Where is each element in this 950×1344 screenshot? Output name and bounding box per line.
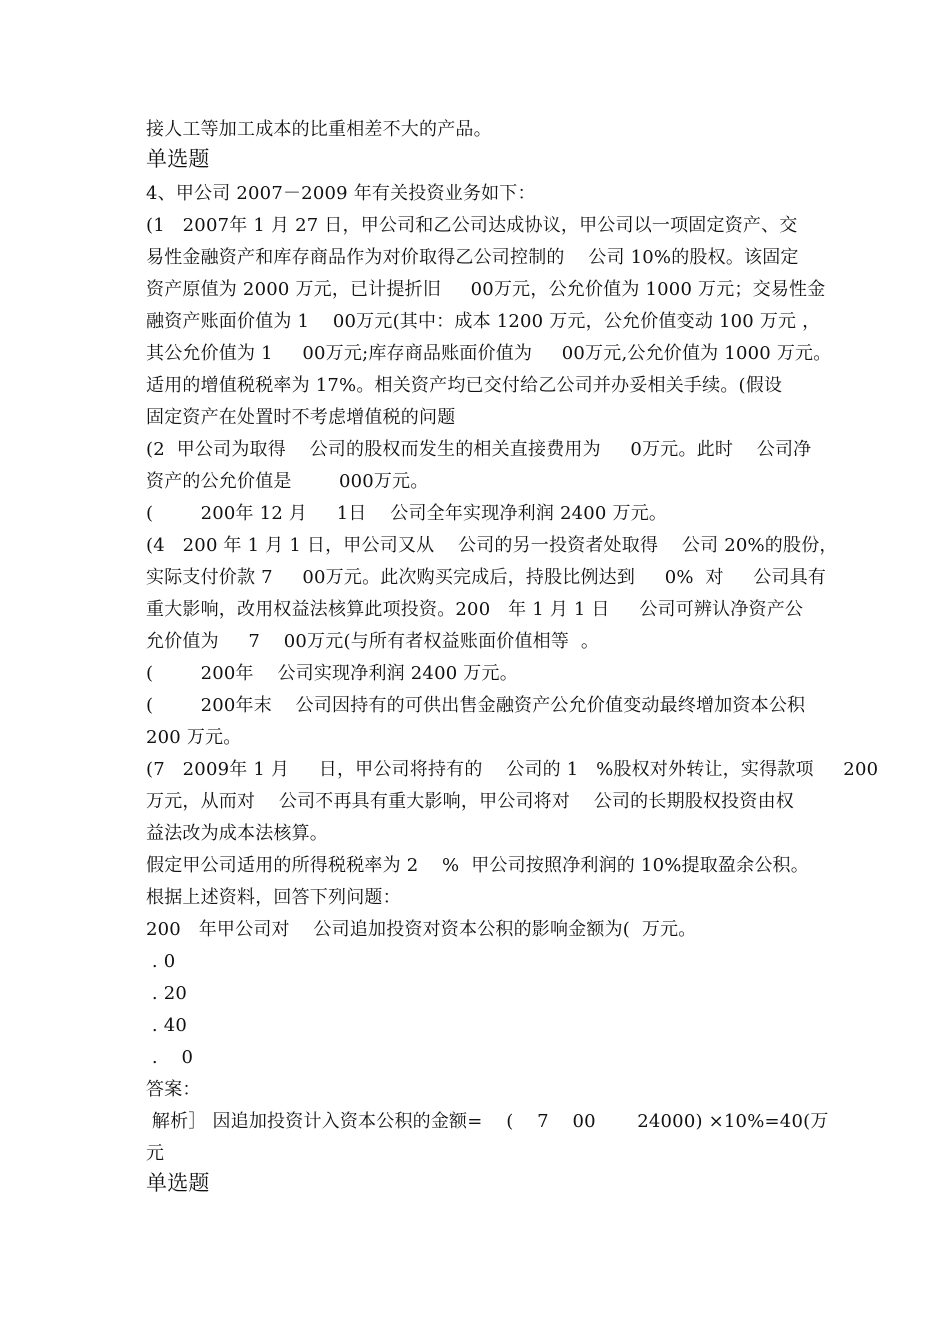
text-line: 允价值为 7 00万元(与所有者权益账面价值相等 。 [146,631,600,652]
text-line: 其公允价值为 1 00万元;库存商品账面价值为 00万元,公允价值为 1000 万元。 [146,343,832,364]
text-line: 资产原值为 2000 万元，已计提折旧 00万元，公允价值为 1000 万元；交易性金 [146,279,826,300]
analysis-text: 解析］ 因追加投资计入资本公积的金额= ( 7 00 24000) ×10%=40(万 [146,1111,829,1132]
text-line: (4 200 年 1 月 1 日，甲公司又从 公司的另一投资者处取得 公司 20%的股份， [146,535,838,556]
question-stem: 200 年甲公司对 公司追加投资对资本公积的影响金额为( 万元。 [146,919,697,940]
text-line: ( 200年 12 月 1日 公司全年实现净利润 2400 万元。 [146,503,668,524]
text-line: 万元，从而对 公司不再具有重大影响，甲公司将对 公司的长期股权投资由权 [146,791,794,812]
text-line: (2 甲公司为取得 公司的股权而发生的相关直接费用为 0万元。此时 公司净 [146,439,812,460]
option-a: . 0 [146,951,176,972]
text-line: 根据上述资料，回答下列问题： [146,887,401,908]
analysis-text: 元 [146,1143,165,1164]
text-line: 200 万元。 [146,727,242,748]
text-line: 接人工等加工成本的比重相差不大的产品。 [146,119,492,140]
text-line: 益法改为成本法核算。 [146,823,328,844]
text-line: 实际支付价款 7 00万元。此次购买完成后，持股比例达到 0% 对 公司具有 [146,567,827,588]
text-line: 固定资产在处置时不考虑增值税的问题 [146,407,456,428]
text-line: 重大影响，改用权益法核算此项投资。200 年 1 月 1 日 公司可辨认净资产公 [146,599,804,620]
text-line: (7 2009年 1 月 日，甲公司将持有的 公司的 1 %股权对外转让，实得款项 200 [146,759,879,780]
text-line: 融资产账面价值为 1 00万元(其中：成本 1200 万元，公允价值变动 100 万元 ， [146,311,821,332]
text-line: 假定甲公司适用的所得税税率为 2 % 甲公司按照净利润的 10%提取盈余公积。 [146,855,809,876]
text-line: (1 2007年 1 月 27 日，甲公司和乙公司达成协议，甲公司以一项固定资产、交 [146,215,798,236]
option-c: . 40 [146,1015,188,1036]
section-heading: 单选题 [146,147,210,171]
option-d: . 0 [146,1047,194,1068]
answer-label: 答案： [146,1079,201,1100]
text-line: 易性金融资产和库存商品作为对价取得乙公司控制的 公司 10%的股权。该固定 [146,247,799,268]
question-title: 4、甲公司 2007－2009 年有关投资业务如下： [146,183,536,204]
text-line: 资产的公允价值是 000万元。 [146,471,429,492]
text-line: ( 200年 公司实现净利润 2400 万元。 [146,663,518,684]
text-line: ( 200年末 公司因持有的可供出售金融资产公允价值变动最终增加资本公积 [146,695,806,716]
option-b: . 20 [146,983,188,1004]
text-line: 适用的增值税税率为 17%。相关资产均已交付给乙公司并办妥相关手续。(假设 [146,375,783,396]
section-heading: 单选题 [146,1171,210,1195]
